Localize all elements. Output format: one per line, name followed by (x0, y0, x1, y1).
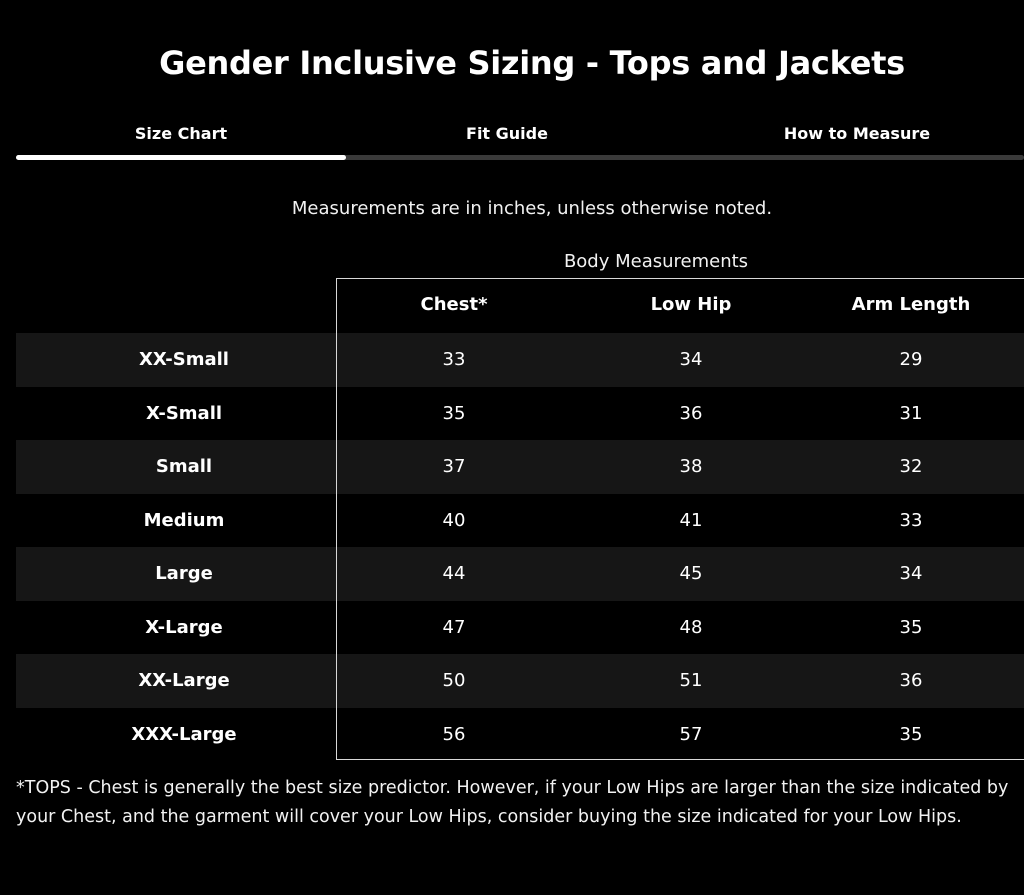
arm-length-value: 36 (899, 670, 923, 691)
arm-length-value: 29 (899, 349, 923, 370)
size-label: X-Small (145, 403, 223, 424)
tab-fit-guide[interactable]: Fit Guide (466, 124, 548, 143)
size-label: Medium (143, 510, 225, 531)
low-hip-value: 38 (679, 456, 703, 477)
column-header-low-hip: Low Hip (650, 294, 732, 315)
chest-value: 37 (442, 456, 466, 477)
arm-length-value: 32 (899, 456, 923, 477)
tab-how-to-measure[interactable]: How to Measure (783, 124, 931, 143)
chest-value: 35 (442, 403, 466, 424)
chest-value: 50 (442, 670, 466, 691)
low-hip-value: 45 (679, 563, 703, 584)
arm-length-value: 33 (899, 510, 923, 531)
low-hip-value: 48 (679, 617, 703, 638)
units-note: Measurements are in inches, unless otherwise noted. (291, 198, 773, 219)
size-label: XXX-Large (131, 724, 237, 745)
chest-value: 33 (442, 349, 466, 370)
size-label: XX-Large (138, 670, 230, 691)
size-label: Large (155, 563, 213, 584)
page-title: Gender Inclusive Sizing - Tops and Jackets (159, 44, 905, 82)
chest-value: 47 (442, 617, 466, 638)
size-label: Small (155, 456, 213, 477)
tab-active-indicator (16, 155, 346, 160)
low-hip-value: 36 (679, 403, 703, 424)
table-group-label: Body Measurements (563, 251, 749, 272)
low-hip-value: 41 (679, 510, 703, 531)
body-measurements-frame (336, 278, 1024, 760)
low-hip-value: 34 (679, 349, 703, 370)
size-label: X-Large (145, 617, 223, 638)
chest-value: 44 (442, 563, 466, 584)
arm-length-value: 35 (899, 617, 923, 638)
arm-length-value: 35 (899, 724, 923, 745)
arm-length-value: 31 (899, 403, 923, 424)
arm-length-value: 34 (899, 563, 923, 584)
low-hip-value: 51 (679, 670, 703, 691)
size-label: XX-Small (139, 349, 229, 370)
low-hip-value: 57 (679, 724, 703, 745)
chest-value: 56 (442, 724, 466, 745)
tab-size-chart[interactable]: Size Chart (134, 124, 228, 143)
column-header-arm-length: Arm Length (851, 294, 971, 315)
footnote: *TOPS - Chest is generally the best size predictor. However, if your Low Hips are larger than the size indicated by your Chest, and the garment will cover your Low Hips, consider buying the size indicated for your Low Hips. (16, 778, 1009, 827)
column-header-chest: Chest* (420, 294, 488, 315)
chest-value: 40 (442, 510, 466, 531)
